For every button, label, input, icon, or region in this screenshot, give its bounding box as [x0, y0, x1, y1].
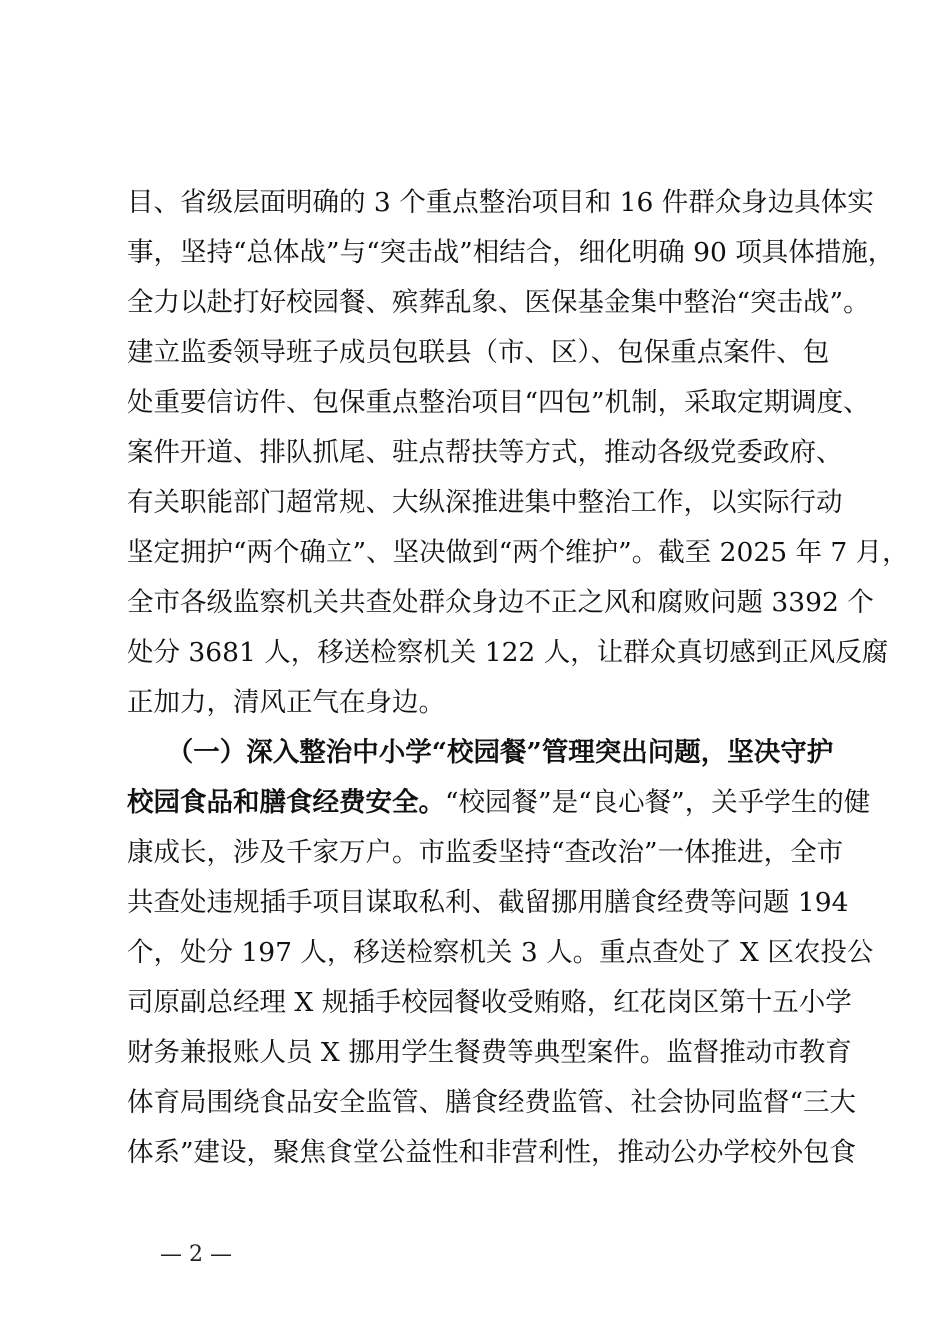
- paragraph-line: 体育局围绕食品安全监管、膳食经费监管、社会协同监督“三大: [127, 1087, 857, 1118]
- paragraph-line: 有关职能部门超常规、大纵深推进集中整治工作，以实际行动: [127, 487, 843, 518]
- paragraph-line: 财务兼报账人员 X 挪用学生餐费等典型案件。监督推动市教育: [127, 1037, 852, 1068]
- paragraph-line: 目、省级层面明确的 3 个重点整治项目和 16 件群众身边具体实: [127, 187, 874, 218]
- paragraph-line: 案件开道、排队抓尾、驻点帮扶等方式，推动各级党委政府、: [127, 437, 843, 468]
- section-heading-continued: 校园食品和膳食经费安全。: [127, 787, 445, 818]
- paragraph-line: 处重要信访件、包保重点整治项目“四包”机制，采取定期调度、: [127, 387, 870, 418]
- paragraph-line: 建立监委领导班子成员包联县（市、区）、包保重点案件、包: [127, 337, 830, 368]
- section-heading-line-2: [127, 778, 871, 828]
- section-heading: （一）深入整治中小学“校园餐”管理突出问题，坚决守护: [127, 737, 834, 768]
- paragraph-line: 全市各级监察机关共查处群众身边不正之风和腐败问题 3392 个: [127, 587, 874, 618]
- paragraph-line: 司原副总经理 X 规插手校园餐收受贿赂，红花岗区第十五小学: [127, 987, 852, 1018]
- paragraph-line: 康成长，涉及千家万户。市监委坚持“查改治”一体推进，全市: [127, 837, 844, 868]
- paragraph-line: 正加力，清风正气在身边。: [127, 687, 445, 718]
- paragraph-line: 坚定拥护“两个确立”、坚决做到“两个维护”。截至 2025 年 7 月，: [127, 537, 909, 568]
- page-number: — 2 —: [160, 1242, 232, 1267]
- paragraph-line: 事，坚持“总体战”与“突击战”相结合，细化明确 90 项具体措施，: [127, 237, 895, 268]
- paragraph-line: 体系”建设，聚焦食堂公益性和非营利性，推动公办学校外包食: [127, 1137, 857, 1168]
- paragraph-line: 全力以赴打好校园餐、殡葬乱象、医保基金集中整治“突击战”。: [127, 287, 870, 318]
- section-body-start: “校园餐”是“良心餐”，关乎学生的健: [445, 787, 871, 818]
- paragraph-line: 处分 3681 人，移送检察机关 122 人，让群众真切感到正风反腐: [127, 637, 889, 668]
- paragraph-line: 个，处分 197 人，移送检察机关 3 人。重点查处了 X 区农投公: [127, 937, 874, 968]
- paragraph-line: 共查处违规插手项目谋取私利、截留挪用膳食经费等问题 194: [127, 887, 849, 918]
